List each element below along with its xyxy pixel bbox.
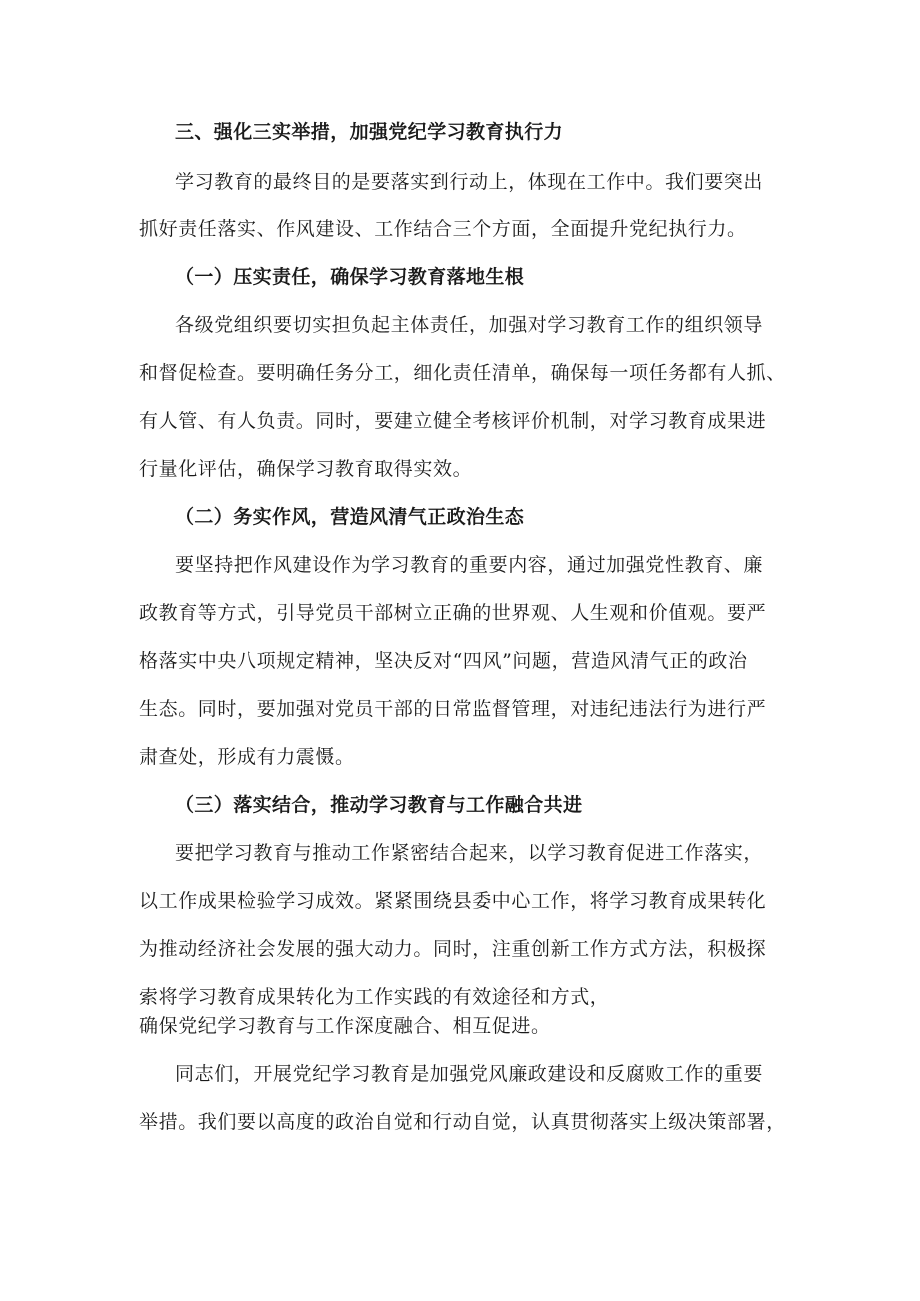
paragraph-line: 以工作成果检验学习成效。紧紧围绕县委中心工作，将学习教育成果转化 xyxy=(139,890,767,912)
paragraph-line: 举措。我们要以高度的政治自觉和行动自觉，认真贯彻落实上级决策部署， xyxy=(139,1111,786,1133)
paragraph-line: 格落实中央八项规定精神，坚决反对“四风”问题，营造风清气正的政治 xyxy=(139,650,748,672)
paragraph-line: 同志们，开展党纪学习教育是加强党风廉政建设和反腐败工作的重要 xyxy=(175,1063,764,1085)
paragraph-line: 为推动经济社会发展的强大动力。同时，注重创新工作方式方法，积极探 xyxy=(139,938,767,960)
paragraph-line: 抓好责任落实、作风建设、工作结合三个方面，全面提升党纪执行力。 xyxy=(139,218,747,240)
paragraph-line: 和督促检查。要明确任务分工，细化责任清单，确保每一项任务都有人抓、 xyxy=(139,362,786,384)
paragraph-line: 有人管、有人负责。同时，要建立健全考核评价机制，对学习教育成果进 xyxy=(139,410,767,432)
paragraph-line: 要坚持把作风建设作为学习教育的重要内容，通过加强党性教育、廉 xyxy=(175,554,764,576)
paragraph-line: 学习教育的最终目的是要落实到行动上，体现在工作中。我们要突出 xyxy=(175,171,764,193)
paragraph-line: 要把学习教育与推动工作紧密结合起来，以学习教育促进工作落实， xyxy=(175,842,764,864)
paragraph-line: 索将学习教育成果转化为工作实践的有效途径和方式， xyxy=(139,986,610,1008)
section-heading: 三、强化三实举措，加强党纪学习教育执行力 xyxy=(175,121,564,143)
paragraph-line: 行量化评估，确保学习教育取得实效。 xyxy=(139,458,473,480)
subsection-heading: （一）压实责任，确保学习教育落地生根 xyxy=(175,266,525,288)
subsection-heading: （三）落实结合，推动学习教育与工作融合共进 xyxy=(175,794,583,816)
paragraph-line: 生态。同时，要加强对党员干部的日常监督管理，对违纪违法行为进行严 xyxy=(139,698,767,720)
paragraph-line: 政教育等方式，引导党员干部树立正确的世界观、人生观和价值观。要严 xyxy=(139,602,767,624)
subsection-heading: （二）务实作风，营造风清气正政治生态 xyxy=(175,506,525,528)
paragraph-line: 肃查处，形成有力震慑。 xyxy=(139,746,355,768)
paragraph-line: 各级党组织要切实担负起主体责任，加强对学习教育工作的组织领导 xyxy=(175,314,764,336)
paragraph-line: 确保党纪学习教育与工作深度融合、相互促进。 xyxy=(139,1015,551,1037)
